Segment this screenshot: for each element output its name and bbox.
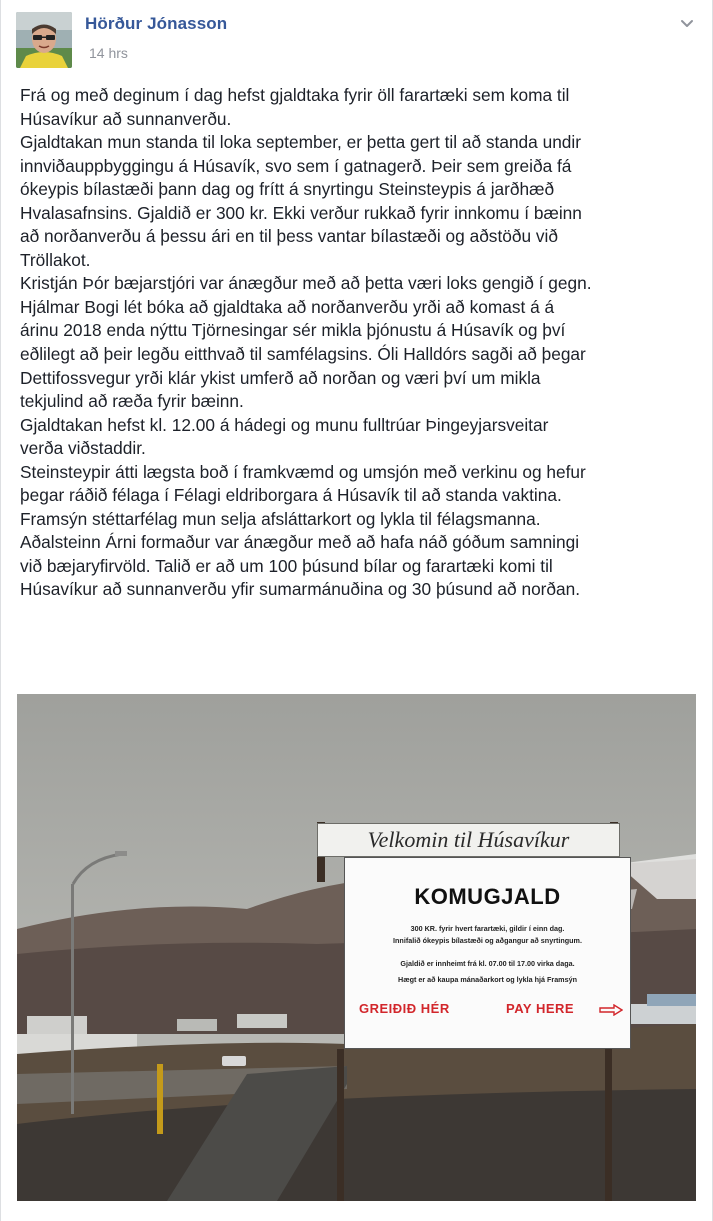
text-line: þegar ráðið félaga í Félagi eldriborgara á Húsavík til að standa vaktina. <box>20 485 562 506</box>
text-line: Framsýn stéttarfélag mun selja afsláttarkort og lykla til félagsmanna. <box>20 508 541 529</box>
text-line: Gjaldtakan mun standa til loka september, er þetta gert til að standa undir <box>20 132 582 153</box>
sign-line: Hægt er að kaupa mánaðarkort og lykla hjá Framsýn <box>398 975 577 984</box>
text-line: Aðalsteinn Árni formaður var ánægður með að hafa náð góðum samningi <box>20 532 580 553</box>
sign-line: 300 KR. fyrir hvert farartæki, gildir í einn dag. <box>410 924 565 933</box>
text-line: Hvalasafnsins. Gjaldið er 300 kr. Ekki verður rukkað fyrir innkomu í bæinn <box>20 202 582 223</box>
text-line: verða viðstaddir. <box>20 438 146 459</box>
text-line: Frá og með deginum í dag hefst gjaldtaka fyrir öll farartæki sem koma til <box>20 85 570 105</box>
text-line: við bæjaryfirvöld. Talið er að um 100 þúsund bílar og farartæki komi til <box>20 555 553 576</box>
post-photo[interactable] <box>17 694 696 1201</box>
sign-title: KOMUGJALD <box>414 884 561 909</box>
text-line: Húsavíkur að sunnanverðu yfir sumarmánuðina og 30 þúsund að norðan. <box>20 579 581 600</box>
text-line: ókeypis bílastæði þann dag og frítt á snyrtingu Steinsteypis á jarðhæð <box>20 179 555 200</box>
sign-line: Gjaldið er innheimt frá kl. 07.00 til 17.00 virka daga. <box>400 959 575 968</box>
text-line: Húsavíkur að sunnanverðu. <box>20 108 232 129</box>
chevron-down-icon[interactable] <box>678 14 696 32</box>
sign-pay-here-is: GREIÐIÐ HÉR <box>359 1001 450 1016</box>
text-line: Hjálmar Bogi lét bóka að gjaldtaka að norðanverðu yrði að komast á á <box>20 296 555 317</box>
text-line: árinu 2018 enda nýttu Tjörnesingar sér mikla þjónustu á Húsavík og því <box>20 320 566 341</box>
sign-banner: Velkomin til Húsavíkur <box>317 823 620 857</box>
text-line: Dettifossvegur yrði klár ykist umferð að norðan og væri því um mikla <box>20 367 541 388</box>
text-line: að norðanverðu á þessu ári en til þess vantar bílastæði og aðstöðu við <box>20 226 558 247</box>
text-line: Gjaldtakan hefst kl. 12.00 á hádegi og munu fulltrúar Þingeyjarsveitar <box>20 414 549 435</box>
text-line: innviðauppbyggingu á Húsavík, svo sem í gatnagerð. Þeir sem greiða fá <box>20 155 572 176</box>
post-body-text <box>20 84 700 602</box>
post-header <box>1 0 712 80</box>
text-line: Kristján Þór bæjarstjóri var ánægður með að þetta væri loks gengið í gegn. <box>20 273 592 294</box>
sign-line: Innifalið ókeypis bílastæði og aðgangur að snyrtingum. <box>393 936 582 945</box>
sign-board <box>344 857 631 1049</box>
right-arrow-icon <box>599 1004 623 1016</box>
text-line: Tröllakot. <box>20 249 91 270</box>
author-name-link[interactable]: Hörður Jónasson <box>85 14 228 33</box>
text-line: Steinsteypir átti lægsta boð í framkvæmd og umsjón með verkinu og hefur <box>20 461 586 482</box>
post-timestamp[interactable]: 14 hrs <box>89 45 128 61</box>
sign-pay-here-en: PAY HERE <box>506 1001 575 1016</box>
avatar[interactable] <box>16 12 72 68</box>
text-line: tekjulind að ræða fyrir bæinn. <box>20 391 244 412</box>
text-line: eðlilegt að þeir legðu eitthvað til samfélagsins. Óli Halldórs sagði að þegar <box>20 344 586 365</box>
